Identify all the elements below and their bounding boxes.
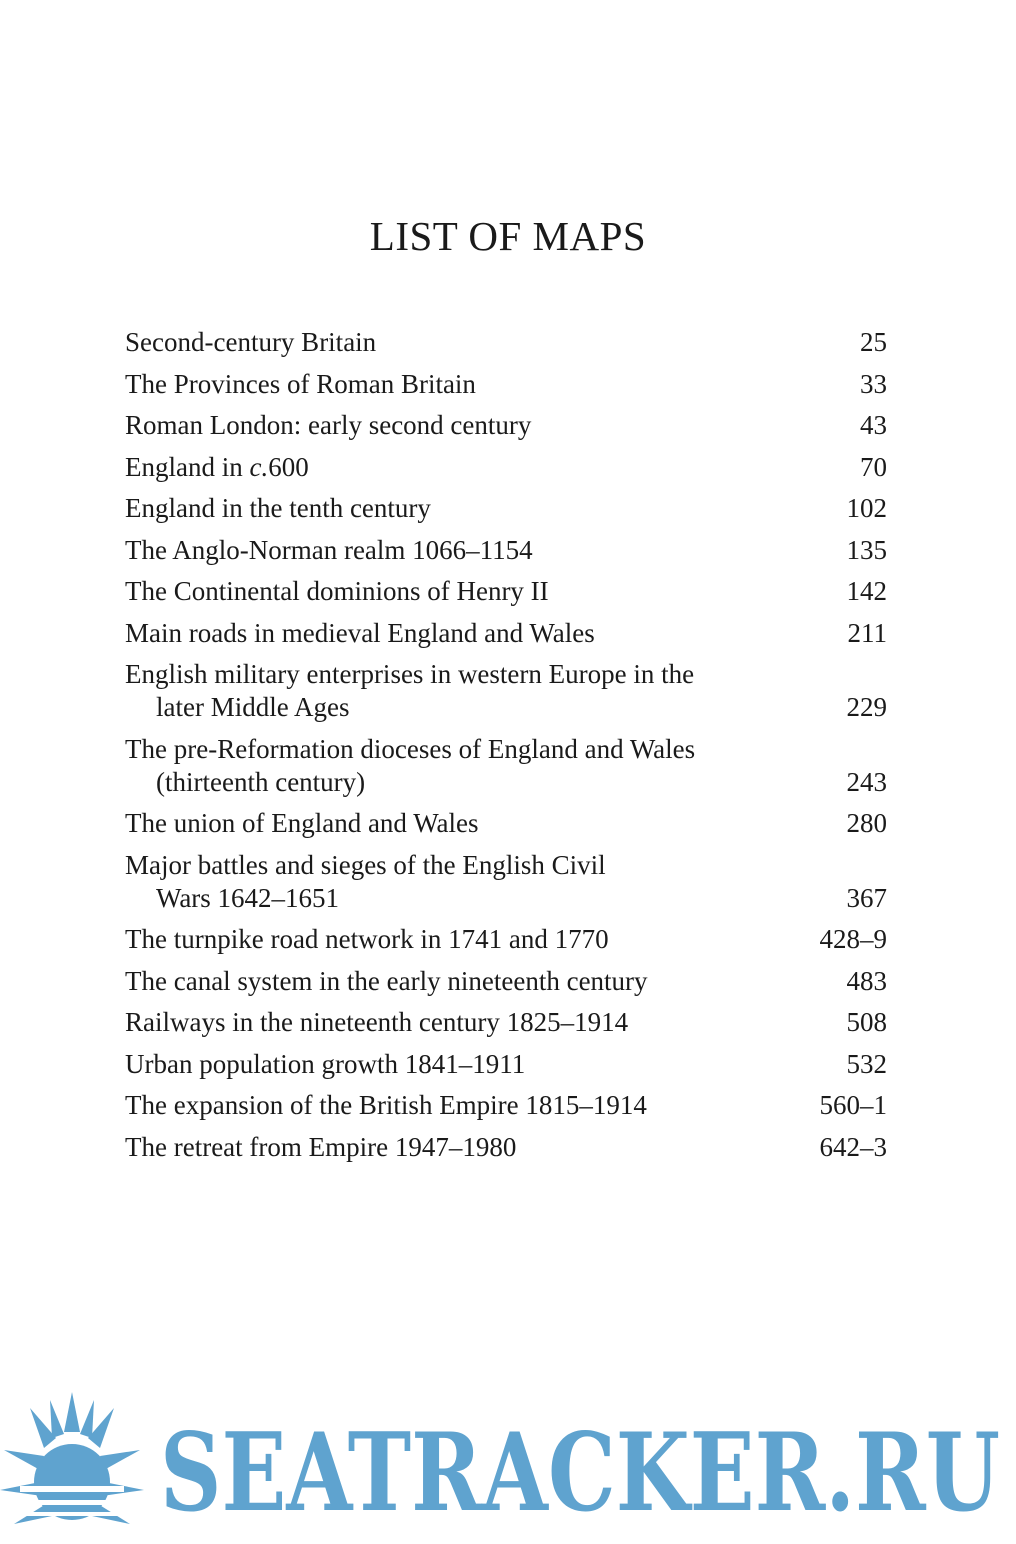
list-item	[125, 1089, 887, 1122]
entry-title-line1: English military enterprises in western Europe in the	[125, 659, 695, 689]
list-item	[125, 575, 887, 608]
entry-title-suffix: 600	[268, 451, 309, 482]
entry-title-line2: Wars 1642–1651	[156, 882, 340, 913]
entry-page: 367	[846, 882, 887, 913]
entry-title: The Continental dominions of Henry II	[125, 576, 549, 606]
entry-page: 229	[846, 692, 887, 722]
list-item	[125, 1131, 887, 1164]
entry-title: The turnpike road network in 1741 and 1770	[125, 924, 609, 954]
entry-title-line1: Major battles and sieges of the English Civil	[125, 849, 606, 880]
entry-title: Railways in the nineteenth century 1825–1914	[125, 1007, 629, 1037]
list-item	[125, 451, 887, 484]
entry-page: 280	[846, 808, 887, 838]
list-item	[125, 368, 887, 401]
list-item	[125, 326, 887, 359]
entry-page: 428–9	[819, 924, 887, 954]
entry-title-line1: The pre-Reformation dioceses of England and Wales	[125, 733, 696, 764]
entry-page: 142	[846, 576, 887, 606]
watermark	[0, 1390, 1016, 1530]
list-item	[125, 409, 887, 442]
list-item	[125, 733, 887, 799]
list-item	[125, 965, 887, 998]
entry-page: 70	[860, 451, 887, 482]
list-item	[125, 849, 887, 915]
entry-page: 211	[847, 617, 887, 648]
entry-title	[125, 451, 785, 484]
entry-page: 102	[846, 493, 887, 523]
entry-title: Roman London: early second century	[125, 410, 532, 440]
page-title: LIST OF MAPS	[369, 213, 647, 259]
list-item	[125, 1048, 887, 1081]
entry-title: The Anglo-Norman realm 1066–1154	[125, 534, 533, 565]
list-item	[125, 617, 887, 650]
list-item	[125, 807, 887, 840]
entry-page: 483	[846, 965, 887, 996]
entry-page: 43	[860, 410, 887, 440]
entry-title-prefix: England in	[125, 451, 250, 482]
entry-page: 560–1	[819, 1090, 887, 1120]
entry-title: The Provinces of Roman Britain	[125, 368, 476, 399]
entry-page: 532	[846, 1048, 887, 1079]
list-item	[125, 534, 887, 567]
list-item	[125, 1006, 887, 1039]
entry-title: The union of England and Wales	[125, 808, 479, 838]
entry-title: Urban population growth 1841–1911	[125, 1048, 526, 1079]
list-item	[125, 492, 887, 525]
entry-page: 243	[846, 766, 887, 797]
entry-title	[125, 849, 785, 915]
entry-title: The retreat from Empire 1947–1980	[125, 1131, 517, 1162]
entry-title-italic: c.	[249, 451, 269, 482]
list-item	[125, 923, 887, 956]
entry-page: 33	[860, 368, 887, 399]
entry-title: Second-century Britain	[125, 327, 377, 357]
entry-title: England in the tenth century	[125, 493, 431, 523]
watermark-text: SEATRACKER.RU	[160, 1410, 1000, 1530]
entry-title	[125, 733, 785, 799]
maps-list	[125, 326, 887, 1172]
entry-title: Main roads in medieval England and Wales	[125, 617, 595, 648]
entry-title-line2: later Middle Ages	[156, 692, 350, 722]
entry-page: 25	[860, 327, 887, 357]
entry-title: The expansion of the British Empire 1815–1914	[125, 1090, 647, 1120]
entry-page: 508	[846, 1007, 887, 1037]
entry-page: 642–3	[819, 1131, 887, 1162]
entry-page: 135	[846, 534, 887, 565]
entry-title-line2: (thirteenth century)	[156, 766, 366, 797]
entry-title: The canal system in the early nineteenth century	[125, 965, 648, 996]
list-item	[125, 658, 887, 724]
sun-icon	[0, 1392, 144, 1524]
entry-title	[125, 658, 785, 724]
